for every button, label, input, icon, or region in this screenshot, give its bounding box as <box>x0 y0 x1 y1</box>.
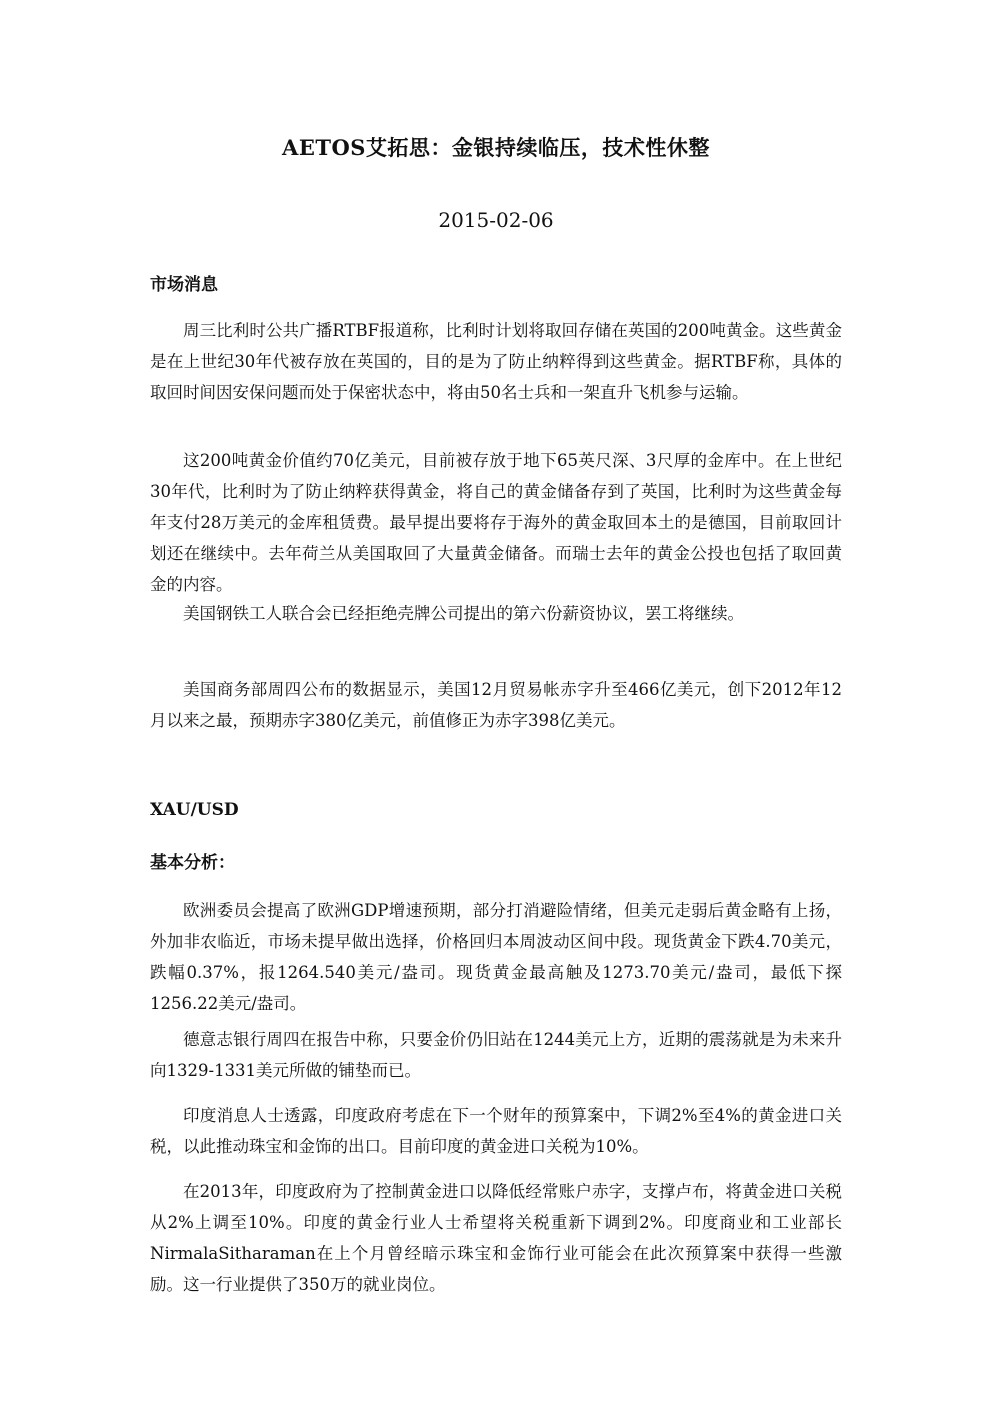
section-heading-market-news: 市场消息 <box>150 275 218 295</box>
section-symbol-xauusd: XAU/USD <box>150 800 239 820</box>
paragraph: 这200吨黄金价值约70亿美元，目前被存放于地下65英尺深、3尺厚的金库中。在上世纪30年代，比利时为了防止纳粹获得黄金，将自己的黄金储备存到了英国，比利时为这些黄金每年支付28万美元的金库租赁费。最早提出要将存于海外的黄金取回本土的是德国，目前取回计划还在继续中。去年荷兰从美国取回了大量黄金储备。而瑞士去年的黄金公投也包括了取回黄金的内容。 <box>150 451 842 594</box>
paragraph: 德意志银行周四在报告中称，只要金价仍旧站在1244美元上方，近期的震荡就是为未来升向1329-1331美元所做的铺垫而已。 <box>150 1030 842 1080</box>
paragraph: 周三比利时公共广播RTBF报道称，比利时计划将取回存储在英国的200吨黄金。这些黄金是在上世纪30年代被存放在英国的，目的是为了防止纳粹得到这些黄金。据RTBF称，具体的取回时间因安保问题而处于保密状态中，将由50名士兵和一架直升飞机参与运输。 <box>150 321 842 402</box>
section-heading-fundamental: 基本分析： <box>150 853 235 873</box>
paragraph: 美国钢铁工人联合会已经拒绝壳牌公司提出的第六份薪资协议，罢工将继续。 <box>183 604 744 623</box>
paragraph: 印度消息人士透露，印度政府考虑在下一个财年的预算案中，下调2%至4%的黄金进口关税，以此推动珠宝和金饰的出口。目前印度的黄金进口关税为10%。 <box>150 1106 842 1156</box>
document-date: 2015-02-06 <box>438 208 554 232</box>
paragraph: 美国商务部周四公布的数据显示，美国12月贸易帐赤字升至466亿美元，创下2012年12月以来之最，预期赤字380亿美元，前值修正为赤字398亿美元。 <box>150 680 842 730</box>
paragraph: 欧洲委员会提高了欧洲GDP增速预期，部分打消避险情绪，但美元走弱后黄金略有上扬，外加非农临近，市场未提早做出选择，价格回归本周波动区间中段。现货黄金下跌4.70美元，跌幅0.37%，报1264.540美元/盎司。现货黄金最高触及1273.70美元/盎司，最低下探1256.22美元/盎司。 <box>150 901 842 1013</box>
document-title: AETOS艾拓思：金银持续临压，技术性休整 <box>282 135 710 160</box>
paragraph: 在2013年，印度政府为了控制黄金进口以降低经常账户赤字，支撑卢布，将黄金进口关税从2%上调至10%。印度的黄金行业人士希望将关税重新下调到2%。印度商业和工业部长NirmalaSitharaman在上个月曾经暗示珠宝和金饰行业可能会在此次预算案中获得一些激励。这一行业提供了350万的就业岗位。 <box>150 1182 842 1294</box>
